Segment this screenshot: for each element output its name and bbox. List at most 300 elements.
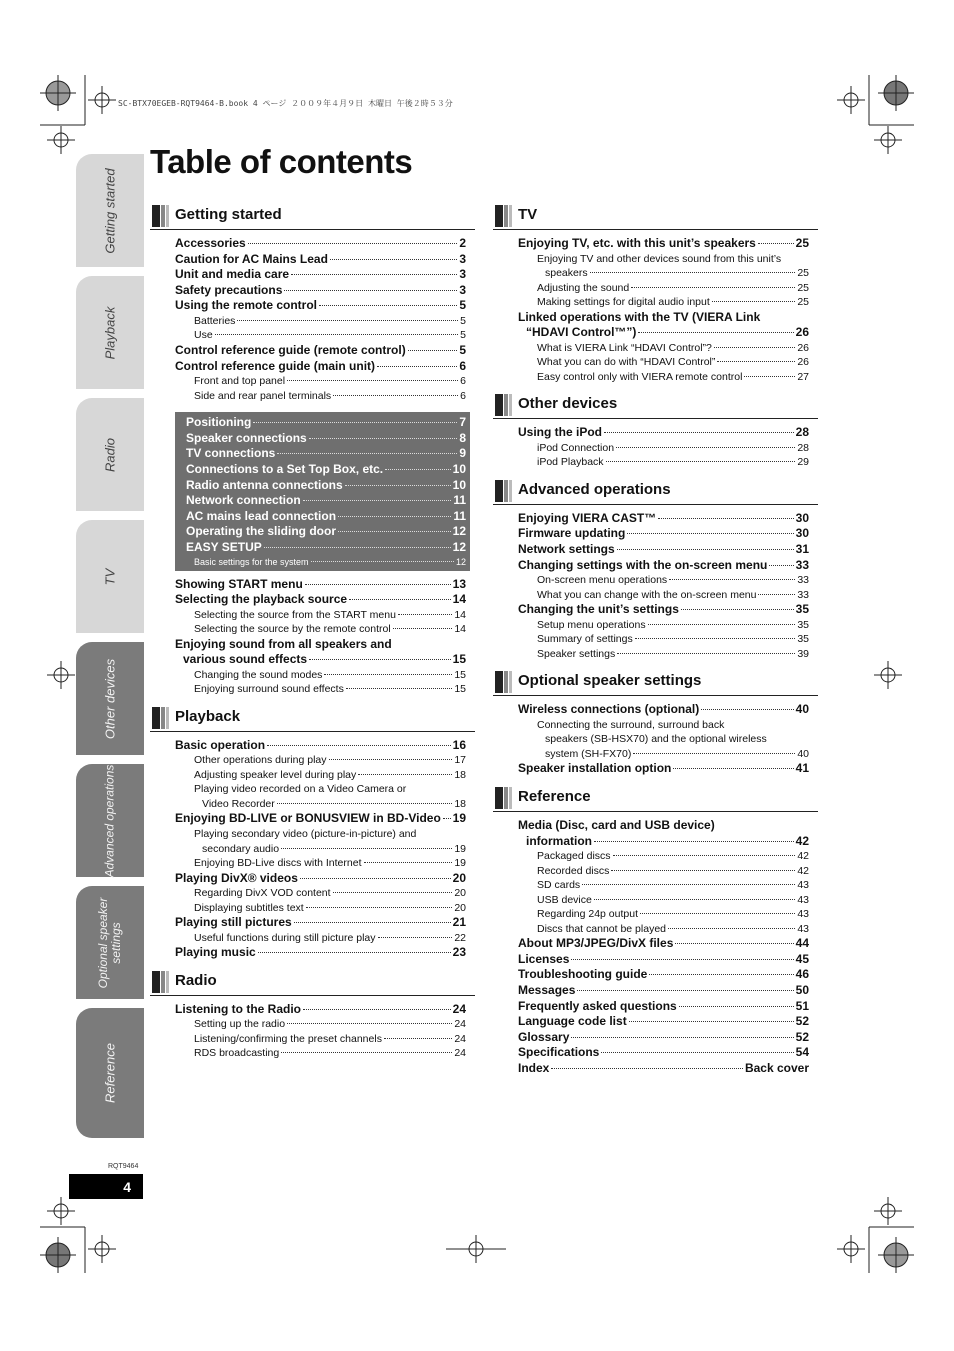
dot-leader xyxy=(303,1009,451,1010)
dot-leader xyxy=(281,1052,452,1053)
dot-leader xyxy=(345,485,451,486)
toc-entry-title: Easy control only with VIERA remote control xyxy=(537,370,743,383)
side-tabs xyxy=(76,154,144,1147)
tab-radio[interactable] xyxy=(76,398,144,511)
tab-label: Radio xyxy=(102,437,118,472)
toc-entry-title: Basic settings for the system xyxy=(194,556,309,567)
toc-entry[interactable] xyxy=(175,389,466,404)
toc-entry[interactable] xyxy=(175,797,466,812)
toc-entry[interactable] xyxy=(175,359,466,375)
toc-entry-title: Positioning xyxy=(186,415,252,430)
toc-entry[interactable] xyxy=(186,524,466,540)
toc-entry-title: Caution for AC Mains Lead xyxy=(175,251,328,266)
toc-entry[interactable] xyxy=(175,283,466,299)
toc-entry[interactable] xyxy=(186,478,466,494)
toc-entry[interactable] xyxy=(175,827,466,842)
toc-entry-page: 27 xyxy=(797,370,809,383)
dot-leader xyxy=(649,974,793,975)
toc-entry[interactable] xyxy=(518,647,809,662)
toc-entry-page: 20 xyxy=(454,901,466,914)
toc-entry[interactable] xyxy=(175,931,466,946)
toc-entry-title: Making settings for digital audio input xyxy=(537,296,710,309)
toc-entry[interactable] xyxy=(175,945,466,961)
section-heading-optional-speaker-settings xyxy=(493,669,818,696)
toc-entry-title: “HDAVI Control™”) xyxy=(526,325,637,340)
dot-leader xyxy=(294,922,451,923)
toc-entry-title: Licenses xyxy=(518,951,570,966)
dot-leader xyxy=(617,549,794,550)
tab-optional-speaker-settings[interactable] xyxy=(76,886,144,999)
toc-entry[interactable] xyxy=(186,556,466,569)
tab-label: Getting started xyxy=(102,167,118,254)
toc-entry[interactable] xyxy=(518,818,809,834)
toc-entry-title: Setup menu operations xyxy=(537,618,646,631)
dot-leader xyxy=(577,990,793,991)
dot-leader xyxy=(648,624,796,625)
toc-entry[interactable] xyxy=(175,856,466,871)
toc-entry-title: Enjoying VIERA CAST™ xyxy=(518,510,657,525)
dot-leader xyxy=(408,350,458,351)
toc-entry-title: Firmware updating xyxy=(518,526,626,541)
toc-entry-page: 8 xyxy=(459,430,466,445)
toc-entry-title: Enjoying sound from all speakers and xyxy=(175,636,392,651)
dot-leader xyxy=(358,774,452,775)
toc-entry-page: 17 xyxy=(454,754,466,767)
section-heading-advanced-operations xyxy=(493,478,818,505)
dot-leader xyxy=(258,952,451,953)
toc-entry-title: Regarding 24p output xyxy=(537,908,638,921)
toc-entry-title: What you can change with the on-screen menu xyxy=(537,588,757,601)
dot-leader xyxy=(248,243,458,244)
toc-entry-page: 54 xyxy=(795,1045,809,1060)
toc-entry-title: Speaker connections xyxy=(186,430,307,445)
dot-leader xyxy=(267,745,451,746)
toc-entry-title: system (SH-FX70) xyxy=(545,747,632,760)
dot-leader xyxy=(712,301,796,302)
toc-entry[interactable] xyxy=(518,922,809,937)
toc-entry-page: 21 xyxy=(452,915,466,930)
toc-entry-page: 16 xyxy=(452,737,466,752)
toc-entry-page: 3 xyxy=(459,267,466,282)
toc-entry[interactable] xyxy=(175,682,466,697)
toc-entry-page: 7 xyxy=(459,415,466,430)
toc-entry[interactable] xyxy=(518,588,809,603)
toc-entry-title: Other operations during play xyxy=(194,754,327,767)
toc-entry[interactable] xyxy=(175,901,466,916)
toc-entry-title: Displaying subtitles text xyxy=(194,901,304,914)
dot-leader xyxy=(594,841,794,842)
toc-entry-page: 50 xyxy=(795,983,809,997)
toc-entry[interactable] xyxy=(186,540,466,556)
toc-entry[interactable] xyxy=(518,1061,809,1077)
toc-entry[interactable] xyxy=(175,1017,466,1032)
toc-entry-page: 5 xyxy=(460,314,466,327)
toc-entry-title: About MP3/JPEG/DivX files xyxy=(518,936,674,951)
toc-entry[interactable] xyxy=(518,295,809,310)
section-title: Radio xyxy=(175,971,217,989)
tab-label: TV xyxy=(102,568,118,585)
toc-entry-page: 13 xyxy=(452,576,466,591)
toc-entry[interactable] xyxy=(175,622,466,637)
dot-leader xyxy=(669,579,795,580)
toc-entry[interactable] xyxy=(175,782,466,797)
toc-entry-page: 22 xyxy=(454,931,466,944)
toc-entry-title: Frequently asked questions xyxy=(518,998,677,1013)
toc-entry-title: Language code list xyxy=(518,1014,627,1029)
toc-entry-page: 18 xyxy=(454,768,466,781)
toc-entry[interactable] xyxy=(175,298,466,314)
toc-entry[interactable] xyxy=(518,370,809,385)
toc-entry-title: Selecting the source by the remote control xyxy=(194,623,391,636)
toc-entry-page: 3 xyxy=(459,282,466,297)
toc-entry-page: 41 xyxy=(795,761,809,776)
section-title: Playback xyxy=(175,707,241,725)
toc-entry[interactable] xyxy=(518,983,809,999)
toc-entry-title: Front and top panel xyxy=(194,375,286,388)
toc-entry[interactable] xyxy=(518,1030,809,1046)
toc-entry-title: What is VIERA Link “HDAVI Control”? xyxy=(537,341,712,354)
toc-entry[interactable] xyxy=(175,1032,466,1047)
toc-entry-page: 24 xyxy=(454,1018,466,1031)
dot-leader xyxy=(758,243,794,244)
toc-entry[interactable] xyxy=(518,602,809,618)
toc-entry-title: Index xyxy=(518,1060,550,1075)
toc-entry-page: 43 xyxy=(797,922,809,935)
tab-label: Reference xyxy=(102,1043,118,1103)
toc-list xyxy=(150,738,475,961)
dot-leader xyxy=(377,366,457,367)
toc-entry-title: Wireless connections (optional) xyxy=(518,702,700,717)
toc-entry[interactable] xyxy=(518,425,809,441)
dot-leader xyxy=(306,907,453,908)
toc-entry-page: 35 xyxy=(795,602,809,617)
toc-entry[interactable] xyxy=(518,864,809,879)
toc-entry-title: Recorded discs xyxy=(537,864,610,877)
toc-entry[interactable] xyxy=(518,573,809,588)
toc-entry-page: 12 xyxy=(452,539,466,554)
toc-entry[interactable] xyxy=(175,768,466,783)
toc-entry[interactable] xyxy=(518,252,809,267)
dot-leader xyxy=(617,653,795,654)
toc-entry-page: 31 xyxy=(795,542,809,557)
toc-entry[interactable] xyxy=(518,281,809,296)
toc-entry-page: 40 xyxy=(795,702,809,717)
toc-entry-page: 25 xyxy=(797,267,809,280)
toc-entry-title: Batteries xyxy=(194,314,236,327)
toc-entry-title: speakers (SB-HSX70) and the optional wireless xyxy=(545,733,767,746)
toc-entry[interactable] xyxy=(518,266,809,281)
toc-entry[interactable] xyxy=(186,446,466,462)
toc-entry-title: Playing still pictures xyxy=(175,915,292,930)
toc-entry[interactable] xyxy=(518,702,809,718)
toc-entry-title: Adjusting speaker level during play xyxy=(194,768,357,781)
dot-leader xyxy=(287,380,458,381)
toc-entry[interactable] xyxy=(175,1046,466,1061)
toc-entry-page: 26 xyxy=(795,325,809,340)
toc-entry-page: 6 xyxy=(460,375,466,388)
toc-entry-page: 35 xyxy=(797,633,809,646)
toc-entry[interactable] xyxy=(175,236,466,252)
dot-leader xyxy=(633,753,795,754)
dot-leader xyxy=(606,461,796,462)
toc-entry-title: TV connections xyxy=(186,446,276,461)
toc-entry[interactable] xyxy=(175,577,466,593)
toc-entry[interactable] xyxy=(175,374,466,389)
dot-leader xyxy=(638,332,793,333)
toc-entry-page: 33 xyxy=(797,574,809,587)
toc-entry-title: Listening to the Radio xyxy=(175,1001,301,1016)
section-heading-tv xyxy=(493,203,818,230)
toc-entry[interactable] xyxy=(186,462,466,478)
toc-list xyxy=(493,425,818,470)
toc-list xyxy=(493,818,818,1077)
dot-leader xyxy=(284,290,457,291)
toc-entry-page: 52 xyxy=(795,1014,809,1029)
toc-entry-title: Changing the unit’s settings xyxy=(518,602,679,617)
toc-entry[interactable] xyxy=(518,936,809,952)
toc-entry-title: Playing video recorded on a Video Camera or xyxy=(194,783,407,796)
print-file-header: SC-BTX70EGEB-RQT9464-B.book 4 ページ ２００９年４月９日 木曜日 午後２時５３分 xyxy=(118,99,453,108)
toc-entry-page: 15 xyxy=(454,668,466,681)
toc-entry-title: Connecting the surround, surround back xyxy=(537,718,725,731)
toc-entry-title: Use xyxy=(194,329,213,342)
left-column xyxy=(150,203,475,1061)
toc-entry-page: 19 xyxy=(452,811,466,826)
toc-entry-page: 52 xyxy=(795,1029,809,1044)
toc-entry-page: 26 xyxy=(797,356,809,369)
toc-entry-page: 45 xyxy=(795,951,809,966)
toc-entry-page: 11 xyxy=(453,493,466,508)
toc-entry-title: Operating the sliding door xyxy=(186,524,336,539)
toc-entry[interactable] xyxy=(175,1002,466,1018)
toc-entry-title: Playing DivX® videos xyxy=(175,870,298,885)
toc-entry-title: Playing secondary video (picture-in-picture) and xyxy=(194,828,417,841)
section-title: Reference xyxy=(518,788,591,806)
toc-entry-page: 9 xyxy=(459,446,466,461)
toc-entry-title: Video Recorder xyxy=(202,797,275,810)
toc-entry-page: 19 xyxy=(454,857,466,870)
toc-entry[interactable] xyxy=(175,871,466,887)
toc-entry-page: 24 xyxy=(454,1047,466,1060)
toc-entry-page: 25 xyxy=(797,281,809,294)
dot-leader xyxy=(277,803,453,804)
toc-entry[interactable] xyxy=(175,915,466,931)
dot-leader xyxy=(604,432,794,433)
toc-entry-title: Selecting the source from the START menu xyxy=(194,608,396,621)
toc-entry-page: 30 xyxy=(795,510,809,525)
toc-entry[interactable] xyxy=(518,967,809,983)
toc-list xyxy=(493,236,818,384)
toc-entry[interactable] xyxy=(518,1014,809,1030)
dot-leader xyxy=(398,614,452,615)
toc-entry-title: Accessories xyxy=(175,236,246,250)
toc-entry[interactable] xyxy=(175,328,466,343)
toc-entry-title: Packaged discs xyxy=(537,850,611,863)
toc-entry-page: 39 xyxy=(797,647,809,660)
toc-entry-title: Speaker installation option xyxy=(518,761,672,776)
toc-entry-title: AC mains lead connection xyxy=(186,508,337,523)
toc-entry[interactable] xyxy=(175,668,466,683)
section-heading-radio xyxy=(150,969,475,996)
toc-entry[interactable] xyxy=(518,542,809,558)
toc-entry[interactable] xyxy=(518,632,809,647)
dot-leader xyxy=(594,899,795,900)
toc-entry[interactable] xyxy=(518,952,809,968)
toc-entry[interactable] xyxy=(518,761,809,777)
toc-entry-page: 6 xyxy=(460,389,466,402)
toc-entry[interactable] xyxy=(518,893,809,908)
toc-entry-title: iPod Playback xyxy=(537,456,604,469)
toc-entry-page: 14 xyxy=(454,623,466,636)
dot-leader xyxy=(601,1052,793,1053)
toc-entry-title: secondary audio xyxy=(202,842,280,855)
toc-entry[interactable] xyxy=(175,343,466,359)
tab-advanced-operations[interactable] xyxy=(76,764,144,877)
tab-getting-started[interactable] xyxy=(76,154,144,267)
dot-leader xyxy=(333,892,453,893)
tab-other-devices[interactable] xyxy=(76,642,144,755)
toc-list xyxy=(493,702,818,777)
toc-entry[interactable] xyxy=(518,718,809,733)
toc-entry-title: Glossary xyxy=(518,1029,570,1044)
dot-leader xyxy=(338,531,451,532)
toc-entry[interactable] xyxy=(518,618,809,633)
dot-leader xyxy=(616,447,795,448)
toc-entry[interactable] xyxy=(186,509,466,525)
dot-leader xyxy=(303,500,452,501)
toc-entry-title: information xyxy=(526,833,592,848)
toc-entry[interactable] xyxy=(518,878,809,893)
tab-reference[interactable] xyxy=(76,1008,144,1138)
dot-leader xyxy=(668,928,795,929)
dot-leader xyxy=(582,884,795,885)
toc-entry-title: Enjoying TV and other devices sound from this unit’s xyxy=(537,252,782,265)
toc-entry[interactable] xyxy=(186,493,466,509)
dot-leader xyxy=(329,759,453,760)
toc-entry[interactable] xyxy=(518,236,809,252)
toc-entry[interactable] xyxy=(518,441,809,456)
toc-entry[interactable] xyxy=(518,849,809,864)
toc-entry[interactable] xyxy=(175,886,466,901)
dot-leader xyxy=(611,870,795,871)
dot-leader xyxy=(635,638,796,639)
toc-entry[interactable] xyxy=(175,842,466,857)
section-title: Optional speaker settings xyxy=(518,672,702,690)
dot-leader xyxy=(744,376,795,377)
section-heading-getting-started xyxy=(150,203,475,230)
dot-leader xyxy=(627,533,793,534)
toc-entry-title: Linked operations with the TV (VIERA Link xyxy=(518,309,761,324)
toc-entry-page: 25 xyxy=(797,296,809,309)
toc-entry-page: 35 xyxy=(797,618,809,631)
dot-leader xyxy=(675,943,793,944)
toc-entry-page: 14 xyxy=(454,608,466,621)
toc-entry[interactable] xyxy=(175,811,466,827)
toc-entry[interactable] xyxy=(518,310,809,326)
toc-entry-title: Showing START menu xyxy=(175,576,303,591)
toc-entry[interactable] xyxy=(518,526,809,542)
toc-entry-page: 5 xyxy=(459,298,466,313)
toc-entry-title: Enjoying BD-LIVE or BONUSVIEW in BD-Video xyxy=(175,811,441,826)
toc-entry-page: 43 xyxy=(797,879,809,892)
toc-entry[interactable] xyxy=(175,608,466,623)
toc-entry-page: 44 xyxy=(795,936,809,951)
toc-entry-title: various sound effects xyxy=(183,652,308,667)
dot-leader xyxy=(631,287,795,288)
toc-entry[interactable] xyxy=(518,747,809,762)
toc-entry[interactable] xyxy=(518,907,809,922)
toc-entry[interactable] xyxy=(518,558,809,574)
dot-leader xyxy=(237,320,458,321)
toc-entry[interactable] xyxy=(175,252,466,268)
dot-leader xyxy=(319,305,457,306)
dot-leader xyxy=(590,272,796,273)
toc-entry-page: 43 xyxy=(797,908,809,921)
dot-leader xyxy=(277,453,457,454)
toc-entry[interactable] xyxy=(518,325,809,341)
toc-entry[interactable] xyxy=(518,732,809,747)
toc-entry[interactable] xyxy=(175,267,466,283)
toc-entry-title: SD cards xyxy=(537,879,581,892)
toc-entry-page: 24 xyxy=(452,1001,466,1016)
toc-entry[interactable] xyxy=(518,341,809,356)
section-title: Getting started xyxy=(175,206,282,223)
toc-entry-page: 10 xyxy=(452,477,466,492)
toc-entry-page: 14 xyxy=(452,592,466,607)
section-title: Other devices xyxy=(518,395,618,413)
toc-entry[interactable] xyxy=(518,834,809,850)
tab-tv[interactable] xyxy=(76,520,144,633)
toc-entry-title: Changing settings with the on-screen menu xyxy=(518,557,768,572)
toc-entry[interactable] xyxy=(186,431,466,447)
toc-entry[interactable] xyxy=(518,455,809,470)
tab-playback[interactable] xyxy=(76,276,144,389)
dot-leader xyxy=(338,516,451,517)
toc-entry-title: Troubleshooting guide xyxy=(518,967,648,982)
toc-entry[interactable] xyxy=(186,415,466,431)
toc-entry-page: 30 xyxy=(795,526,809,541)
toc-list xyxy=(150,577,475,697)
toc-entry[interactable] xyxy=(175,652,466,668)
toc-entry[interactable] xyxy=(518,511,809,527)
toc-entry-page: 33 xyxy=(797,588,809,601)
toc-entry[interactable] xyxy=(175,314,466,329)
toc-entry-page: 3 xyxy=(459,251,466,266)
dot-leader xyxy=(629,1021,794,1022)
toc-entry[interactable] xyxy=(175,738,466,754)
toc-entry-page: 5 xyxy=(459,342,466,357)
dot-leader xyxy=(393,628,453,629)
toc-entry-page: 29 xyxy=(797,456,809,469)
toc-entry[interactable] xyxy=(518,999,809,1015)
dot-leader xyxy=(571,959,793,960)
toc-entry-title: Control reference guide (remote control) xyxy=(175,342,406,357)
dot-leader xyxy=(679,1006,794,1007)
toc-entry-page: 12 xyxy=(452,524,466,539)
toc-entry-page: 2 xyxy=(459,236,466,250)
toc-list xyxy=(493,511,818,661)
toc-entry-title: Network settings xyxy=(518,542,615,557)
toc-entry[interactable] xyxy=(175,753,466,768)
toc-entry-title: Radio antenna connections xyxy=(186,477,343,492)
toc-entry[interactable] xyxy=(518,1045,809,1061)
toc-entry[interactable] xyxy=(175,592,466,608)
toc-entry[interactable] xyxy=(518,355,809,370)
toc-entry-title: Regarding DivX VOD content xyxy=(194,887,331,900)
toc-entry-page: 28 xyxy=(797,441,809,454)
toc-entry[interactable] xyxy=(175,637,466,653)
dot-leader xyxy=(384,1038,452,1039)
